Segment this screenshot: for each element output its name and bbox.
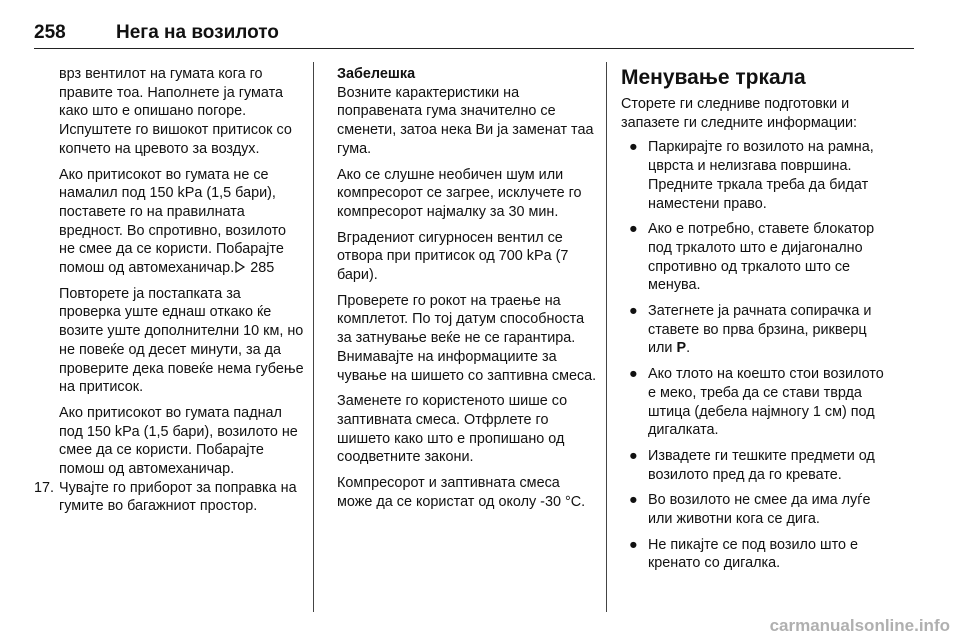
bullet-icon: ●	[629, 139, 638, 156]
paragraph: Возните карактеристики на поправената гума значително се сменети, затоа нека Ви ја заменат таа гума.	[337, 84, 594, 157]
paragraph: Ако притисокот во гумата не се намалил под 150 kPa (1,5 бари), поставете го на правилната вредност. Во спротивно, возилото не смее да се користи. Побарајте помош од автомеханичар. 285	[59, 166, 287, 277]
bullet-icon: ●	[629, 447, 638, 464]
paragraph: Заменете го користеното шише со заптивната смеса. Отфрлете го шишето како што е пропишано од соодветните закони.	[337, 393, 568, 466]
paragraph: Компресорот и заптивната смеса може да се користат од околу -30 °C.	[337, 475, 586, 510]
intro-paragraph: Сторете ги следниве подготовки и запазете ги следните информации:	[621, 96, 858, 131]
paragraph: врз вентилот на гумата кога го правите тоа. Наполнете ја гумата како што е опишано погоре. Испуштете го вишокот притисок со копчето на цревото за воздух.	[59, 66, 292, 157]
page-reference-arrow-icon	[234, 261, 246, 273]
list-item: ● Ако тлото на коешто стои возилото е меко, треба да се стави тврда штица (дебела најмногу 1 см) под дигалката.	[629, 366, 884, 439]
gear-p-label: P	[676, 340, 687, 357]
item-number: 17.	[34, 479, 55, 496]
bullet-icon: ●	[629, 536, 638, 553]
bullet-icon: ●	[629, 492, 638, 509]
page-header	[34, 22, 914, 49]
column-divider	[606, 62, 607, 612]
column-left	[34, 65, 305, 516]
item-text: Чувајте го приборот за поправка на гумите во багажниот простор.	[59, 479, 297, 515]
page-reference-link[interactable]: 285	[250, 260, 275, 277]
column-divider	[313, 62, 314, 612]
paragraph: Повторете ја постапката за проверка уште еднаш откако ќе возите уште дополнителни 10 км, но не повеќе од десет минути, за да проверите дека повеќе нема губење на притисок.	[59, 285, 304, 396]
section-title: Менување тркала	[621, 66, 806, 89]
list-item: ● Во возилото не смее да има луѓе или животни кога се дига.	[629, 492, 871, 528]
list-item: ● Извадете ги тешките предмети од возилото пред да го кревате.	[629, 447, 875, 483]
bullet-icon: ●	[629, 221, 638, 238]
list-item: ● Паркирајте го возилото на рамна, цврста и нелизгава површина. Предните тркала треба да бидат наместени право.	[629, 139, 874, 212]
paragraph: Ако се слушне необичен шум или компресорот се загрее, исклучете го компресорот најмалку за 30 мин.	[337, 166, 582, 220]
paragraph: Вградениот сигурносен вентил се отвора при притисок од 700 kPa (7 бари).	[337, 229, 569, 284]
page-heading: Нега на возилото	[116, 22, 279, 43]
note-title: Забелешка	[337, 66, 416, 82]
list-item: ● Затегнете ја рачната сопирачка и ставете во прва брзина, рикверц или P.	[629, 303, 872, 357]
bullet-list	[621, 138, 893, 573]
paragraph: Ако притисокот во гумата паднал под 150 kPa (1,5 бари), возилото не смее да се користи. Побарајте помош од автомеханичар.	[59, 404, 298, 478]
column-middle	[337, 65, 599, 511]
list-item: ● Не пикајте се под возило што е кренато со дигалка.	[629, 536, 859, 572]
bullet-icon: ●	[629, 366, 638, 383]
column-right	[621, 65, 893, 580]
paragraph: Проверете го рокот на траење на комплетот. По тој датум способноста за затнување веќе не се гарантира. Внимавајте на информациите за чување на шишето со заптивна смеса.	[337, 292, 597, 384]
list-item: ● Ако е потребно, ставете блокатор под тркалото што е дијагонално спротивно од тркалото што се менува.	[629, 221, 875, 294]
watermark: carmanualsonline.info	[769, 616, 950, 635]
bullet-icon: ●	[629, 303, 638, 320]
page-number: 258	[34, 22, 66, 43]
numbered-item-17	[34, 479, 305, 516]
